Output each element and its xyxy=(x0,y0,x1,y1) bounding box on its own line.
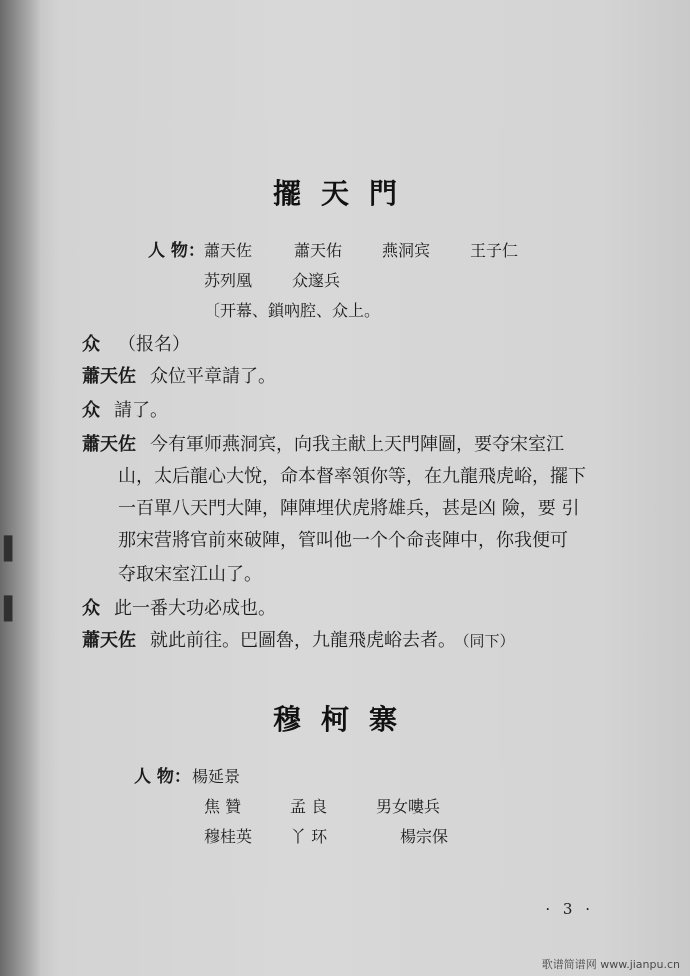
dialogue-text: 就此前往。巴圖魯，九龍飛虎峪去者。 xyxy=(150,630,456,651)
dialogue-line xyxy=(82,626,515,652)
cast-name: 燕洞宾 xyxy=(382,241,431,260)
cast-name: 丫 环 xyxy=(290,827,328,846)
speaker: 众 xyxy=(82,334,100,355)
cast-name: 蕭天佐 xyxy=(204,241,253,260)
dialogue-continuation: 山，太后龍心大悅，命本督率領你等，在九龍飛虎峪，擺下 xyxy=(118,466,586,487)
scene-title-2: 穆柯寨 xyxy=(272,703,417,736)
dialogue-line xyxy=(82,396,168,422)
dialogue-line xyxy=(82,594,276,620)
speaker: 蕭天佐 xyxy=(82,630,136,651)
cast-name: 苏列凰 xyxy=(204,271,253,290)
page-gutter xyxy=(0,0,40,976)
gutter-marks: ▌ ▌ xyxy=(4,537,21,622)
dialogue-line xyxy=(82,430,564,456)
dialogue-continuation: 那宋营將官前來破陣，管叫他一个个命丧陣中，你我便可 xyxy=(118,530,568,551)
dialogue-line xyxy=(82,362,276,388)
dialogue-text: 此一番大功必成也。 xyxy=(114,598,276,619)
dialogue-line xyxy=(82,330,190,356)
cast-name: 楊宗保 xyxy=(400,827,449,846)
dialogue-text: 請了。 xyxy=(114,400,168,421)
cast-name: 楊延景 xyxy=(192,767,241,786)
speaker: 蕭天佐 xyxy=(82,434,136,455)
dialogue-continuation: 夺取宋室江山了。 xyxy=(118,564,262,585)
cast-name: 焦 贊 xyxy=(204,797,242,816)
scene-title-1: 擺天門 xyxy=(272,177,417,210)
cast-name: 蕭天佑 xyxy=(294,241,343,260)
dialogue-text: 众位平章請了。 xyxy=(150,366,276,387)
cast-name: 男女嘍兵 xyxy=(376,797,441,816)
cast-label-2: 人 物： xyxy=(134,767,191,787)
cast-name: 王子仁 xyxy=(470,241,519,260)
cast-name: 众邃兵 xyxy=(292,271,341,290)
stage-note: （同下） xyxy=(462,632,515,650)
cast-label-1: 人 物： xyxy=(148,241,205,261)
site-watermark: 歌谱简谱网 www.jianpu.cn xyxy=(541,958,680,971)
speaker: 众 xyxy=(82,400,100,421)
stage-direction: 〔开幕、鎖吶腔、众上。 xyxy=(204,301,381,320)
speaker: 蕭天佐 xyxy=(82,366,136,387)
speaker: 众 xyxy=(82,598,100,619)
dialogue-continuation: 一百單八天門大陣，陣陣埋伏虎將雄兵，甚是凶 險，要 引 xyxy=(118,498,580,519)
cast-name: 穆桂英 xyxy=(204,827,253,846)
page-number: · 3 · xyxy=(545,900,594,918)
cast-name: 孟 良 xyxy=(290,797,328,816)
dialogue-text: （报名） xyxy=(118,334,190,355)
dialogue-text: 今有軍师燕洞宾，向我主献上天門陣圖，要夺宋室江 xyxy=(150,434,564,455)
